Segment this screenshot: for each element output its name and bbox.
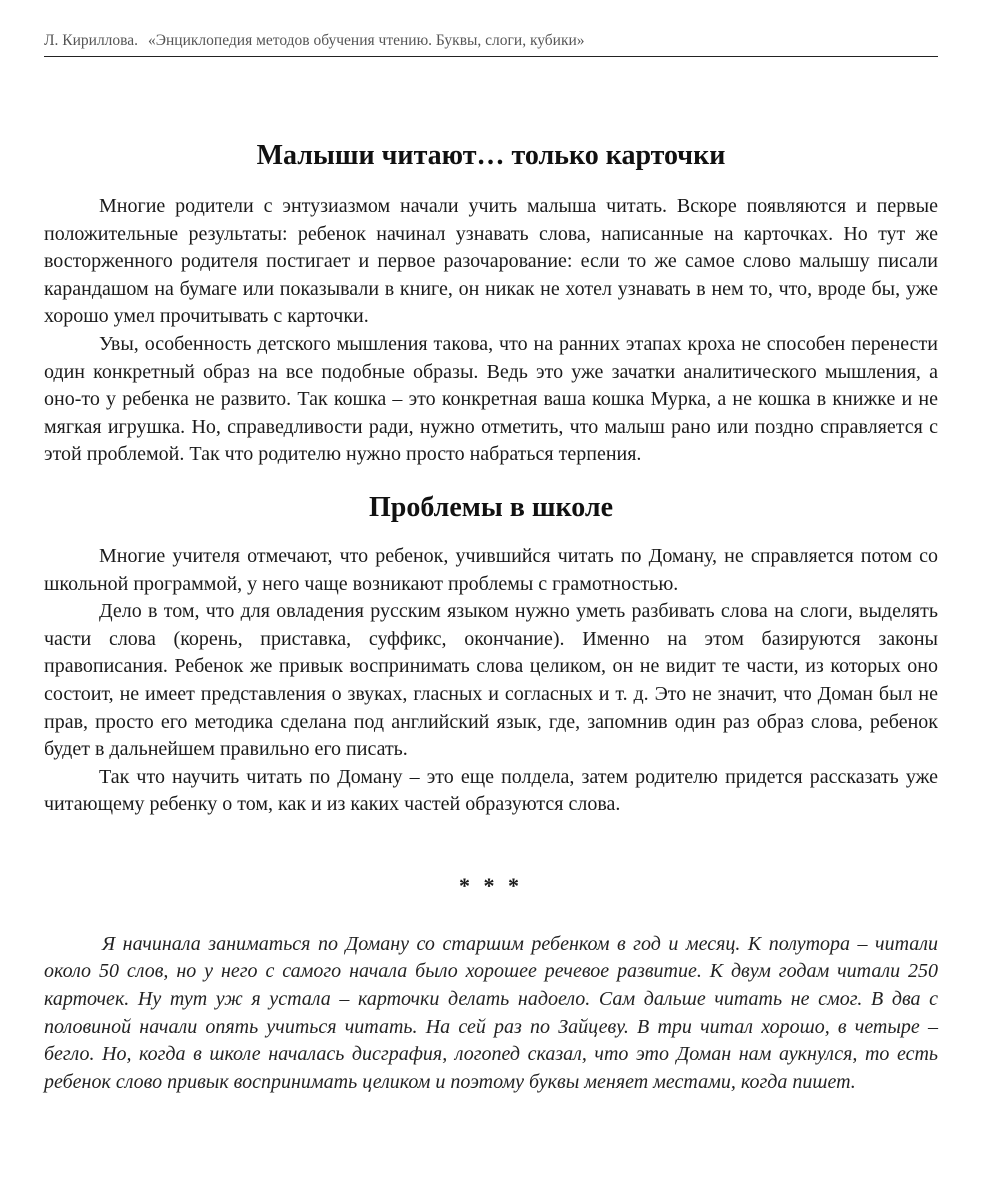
paragraph: Дело в том, что для овладения русским языком нужно уметь разбивать слова на слоги, выделять части слова (корень, приставка, суффикс, окончание). Именно на этом базируются законы правописания. Ребенок же привык воспринимать слова целиком, он не видит те части, из которых оно состоит, не имеет представления о звуках, гласных и согласных и т. д. Это не значит, что Доман был не прав, просто его методика сделана под английский язык, где, запомнив один раз образ слова, ребенок будет в дальнейшем правильно его писать. (44, 600, 938, 761)
header-book-title: «Энциклопедия методов обучения чтению. Буквы, слоги, кубики» (148, 32, 585, 49)
paragraph: Многие родители с энтузиазмом начали учить малыша читать. Вскоре появляются и первые положительные результаты: ребенок начинал узнавать слова, написанные на карточках. Но тут же восторженного родителя постигает и первое разочарование: если то же самое слово малышу писали карандашом на бумаге или показывали в книге, он никак не хотел узнавать в нем то, что, вроде бы, уже хорошо умел прочитывать с карточки. (44, 195, 938, 328)
running-header (44, 0, 938, 57)
section-body-cards (44, 193, 938, 469)
header-author: Л. Кириллова. (44, 32, 139, 49)
testimonial-quote: Я начинала заниматься по Доману со старшим ребенком в год и месяц. К полутора – читали около 50 слов, но у него с самого начала было хорошее речевое развитие. К двум годам читали 250 карточек. Ну тут уж я устала – карточки делать надоело. Сам дальше читать не смог. В два с половиной начали опять учиться читать. На сей раз по Зайцеву. В три читал хорошо, в четыре – бегло. Но, когда в школе началась дисграфия, логопед сказал, что это Доман нам аукнулся, то есть ребенок слово привык воспринимать целиком и поэтому буквы меняет местами, когда пишет. (44, 932, 938, 1093)
section-body-school-problems (44, 543, 938, 819)
paragraph: Многие учителя отмечают, что ребенок, учившийся читать по Доману, не справляется потом со школьной программой, у него чаще возникают проблемы с грамотностью. (44, 544, 938, 595)
section-separator: * * * (459, 872, 523, 898)
section-title-school-problems: Проблемы в школе (368, 491, 613, 523)
section-title-cards: Малыши читают… только карточки (256, 140, 726, 171)
paragraph: Так что научить читать по Доману – это еще полдела, затем родителю придется рассказать уже читающему ребенку о том, как и из каких частей образуются слова. (44, 765, 938, 816)
paragraph: Увы, особенность детского мышления такова, что на ранних этапах кроха не способен перенести один конкретный образ на все подобные образы. Ведь это уже зачатки аналитического мышления, а оно-то у ребенка не развито. Так кошка – это конкретная ваша кошка Мурка, а не кошка в книжке и не мягкая игрушка. Но, справедливости ради, нужно отметить, что малыш рано или поздно справляется с этой проблемой. Так что родителю нужно просто набраться терпения. (44, 332, 938, 466)
